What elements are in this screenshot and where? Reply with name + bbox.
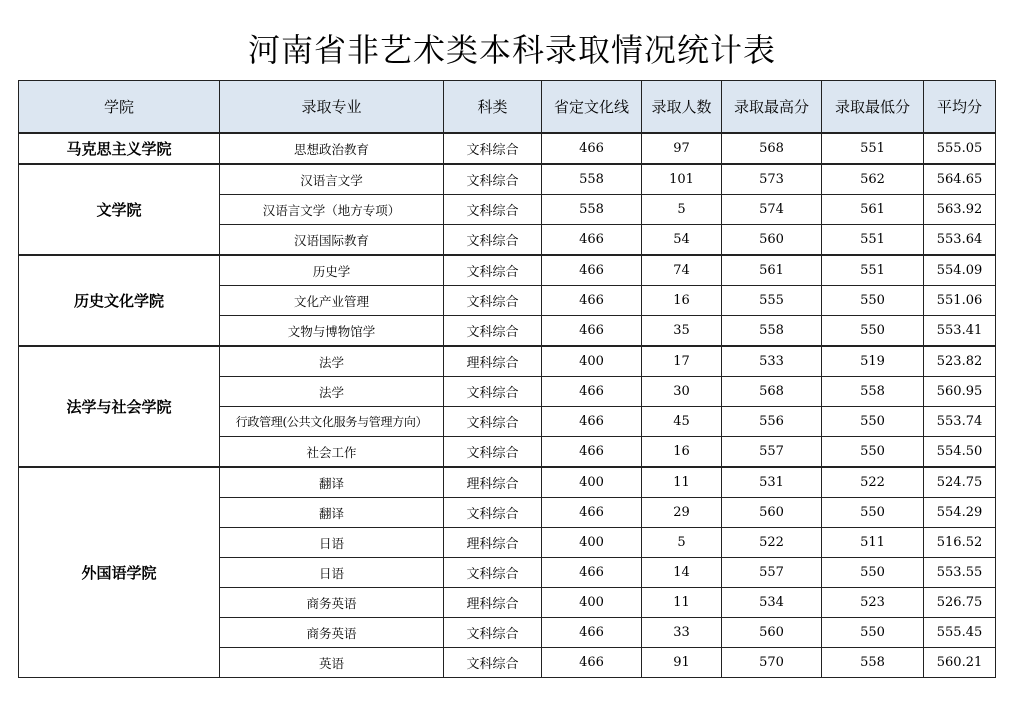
category-cell: 文科综合 — [444, 558, 542, 588]
major-cell: 英语 — [220, 648, 444, 678]
major-cell: 日语 — [220, 558, 444, 588]
header-provincial-line: 省定文化线 — [542, 81, 642, 134]
average-score-cell: 553.64 — [924, 225, 996, 256]
max-score-cell: 533 — [722, 346, 822, 377]
average-score-cell: 560.21 — [924, 648, 996, 678]
admitted-count-cell: 74 — [642, 255, 722, 286]
average-score-cell: 553.55 — [924, 558, 996, 588]
admitted-count-cell: 11 — [642, 588, 722, 618]
max-score-cell: 534 — [722, 588, 822, 618]
admitted-count-cell: 16 — [642, 286, 722, 316]
major-cell: 文物与博物馆学 — [220, 316, 444, 347]
max-score-cell: 558 — [722, 316, 822, 347]
admitted-count-cell: 54 — [642, 225, 722, 256]
average-score-cell: 554.09 — [924, 255, 996, 286]
min-score-cell: 550 — [822, 286, 924, 316]
college-cell: 马克思主义学院 — [19, 133, 220, 164]
category-cell: 文科综合 — [444, 195, 542, 225]
category-cell: 理科综合 — [444, 588, 542, 618]
table-row — [19, 255, 996, 286]
admitted-count-cell: 11 — [642, 467, 722, 498]
header-max-score: 录取最高分 — [722, 81, 822, 134]
category-cell: 理科综合 — [444, 346, 542, 377]
max-score-cell: 560 — [722, 498, 822, 528]
header-min-score: 录取最低分 — [822, 81, 924, 134]
average-score-cell: 523.82 — [924, 346, 996, 377]
category-cell: 文科综合 — [444, 407, 542, 437]
table-row — [19, 467, 996, 498]
college-cell: 外国语学院 — [19, 467, 220, 678]
header-major: 录取专业 — [220, 81, 444, 134]
min-score-cell: 550 — [822, 316, 924, 347]
min-score-cell: 562 — [822, 164, 924, 195]
admitted-count-cell: 17 — [642, 346, 722, 377]
max-score-cell: 557 — [722, 437, 822, 468]
category-cell: 文科综合 — [444, 316, 542, 347]
average-score-cell: 553.74 — [924, 407, 996, 437]
min-score-cell: 550 — [822, 437, 924, 468]
min-score-cell: 558 — [822, 648, 924, 678]
admitted-count-cell: 101 — [642, 164, 722, 195]
category-cell: 理科综合 — [444, 528, 542, 558]
provincial-line-cell: 466 — [542, 558, 642, 588]
category-cell: 理科综合 — [444, 467, 542, 498]
max-score-cell: 531 — [722, 467, 822, 498]
max-score-cell: 522 — [722, 528, 822, 558]
min-score-cell: 550 — [822, 558, 924, 588]
admitted-count-cell: 30 — [642, 377, 722, 407]
max-score-cell: 560 — [722, 618, 822, 648]
table-row — [19, 133, 996, 164]
min-score-cell: 519 — [822, 346, 924, 377]
provincial-line-cell: 466 — [542, 133, 642, 164]
provincial-line-cell: 466 — [542, 316, 642, 347]
max-score-cell: 557 — [722, 558, 822, 588]
admitted-count-cell: 45 — [642, 407, 722, 437]
major-cell: 思想政治教育 — [220, 133, 444, 164]
max-score-cell: 560 — [722, 225, 822, 256]
provincial-line-cell: 466 — [542, 498, 642, 528]
header-average-score: 平均分 — [924, 81, 996, 134]
category-cell: 文科综合 — [444, 377, 542, 407]
provincial-line-cell: 466 — [542, 255, 642, 286]
category-cell: 文科综合 — [444, 255, 542, 286]
average-score-cell: 560.95 — [924, 377, 996, 407]
average-score-cell: 563.92 — [924, 195, 996, 225]
admitted-count-cell: 14 — [642, 558, 722, 588]
major-cell: 文化产业管理 — [220, 286, 444, 316]
college-cell: 法学与社会学院 — [19, 346, 220, 467]
header-college: 学院 — [19, 81, 220, 134]
category-cell: 文科综合 — [444, 164, 542, 195]
provincial-line-cell: 466 — [542, 377, 642, 407]
category-cell: 文科综合 — [444, 133, 542, 164]
header-admitted-count: 录取人数 — [642, 81, 722, 134]
major-cell: 法学 — [220, 377, 444, 407]
table-row — [19, 164, 996, 195]
min-score-cell: 550 — [822, 618, 924, 648]
major-cell: 日语 — [220, 528, 444, 558]
page-title: 河南省非艺术类本科录取情况统计表 — [247, 31, 776, 69]
max-score-cell: 556 — [722, 407, 822, 437]
major-cell: 翻译 — [220, 467, 444, 498]
college-cell: 历史文化学院 — [19, 255, 220, 346]
major-cell: 翻译 — [220, 498, 444, 528]
average-score-cell: 554.29 — [924, 498, 996, 528]
college-cell: 文学院 — [19, 164, 220, 255]
min-score-cell: 551 — [822, 225, 924, 256]
average-score-cell: 564.65 — [924, 164, 996, 195]
major-cell: 历史学 — [220, 255, 444, 286]
min-score-cell: 551 — [822, 255, 924, 286]
min-score-cell: 558 — [822, 377, 924, 407]
min-score-cell: 551 — [822, 133, 924, 164]
major-cell: 法学 — [220, 346, 444, 377]
average-score-cell: 554.50 — [924, 437, 996, 468]
average-score-cell: 526.75 — [924, 588, 996, 618]
min-score-cell: 523 — [822, 588, 924, 618]
admitted-count-cell: 97 — [642, 133, 722, 164]
max-score-cell: 568 — [722, 133, 822, 164]
major-cell: 社会工作 — [220, 437, 444, 468]
major-cell: 汉语国际教育 — [220, 225, 444, 256]
admission-table — [18, 80, 996, 678]
min-score-cell: 522 — [822, 467, 924, 498]
min-score-cell: 550 — [822, 407, 924, 437]
max-score-cell: 570 — [722, 648, 822, 678]
provincial-line-cell: 466 — [542, 407, 642, 437]
provincial-line-cell: 466 — [542, 648, 642, 678]
admitted-count-cell: 33 — [642, 618, 722, 648]
provincial-line-cell: 466 — [542, 225, 642, 256]
provincial-line-cell: 400 — [542, 346, 642, 377]
average-score-cell: 551.06 — [924, 286, 996, 316]
category-cell: 文科综合 — [444, 225, 542, 256]
table-body — [19, 133, 996, 678]
admitted-count-cell: 16 — [642, 437, 722, 468]
category-cell: 文科综合 — [444, 286, 542, 316]
category-cell: 文科综合 — [444, 498, 542, 528]
max-score-cell: 568 — [722, 377, 822, 407]
table-header-row — [19, 81, 996, 134]
max-score-cell: 555 — [722, 286, 822, 316]
major-cell: 行政管理(公共文化服务与管理方向） — [220, 407, 444, 437]
average-score-cell: 555.45 — [924, 618, 996, 648]
average-score-cell: 555.05 — [924, 133, 996, 164]
admitted-count-cell: 5 — [642, 195, 722, 225]
header-category: 科类 — [444, 81, 542, 134]
provincial-line-cell: 400 — [542, 467, 642, 498]
provincial-line-cell: 466 — [542, 618, 642, 648]
provincial-line-cell: 558 — [542, 195, 642, 225]
min-score-cell: 550 — [822, 498, 924, 528]
min-score-cell: 511 — [822, 528, 924, 558]
provincial-line-cell: 558 — [542, 164, 642, 195]
provincial-line-cell: 466 — [542, 286, 642, 316]
major-cell: 商务英语 — [220, 618, 444, 648]
admitted-count-cell: 29 — [642, 498, 722, 528]
max-score-cell: 561 — [722, 255, 822, 286]
admitted-count-cell: 5 — [642, 528, 722, 558]
min-score-cell: 561 — [822, 195, 924, 225]
provincial-line-cell: 400 — [542, 588, 642, 618]
table-row — [19, 346, 996, 377]
average-score-cell: 553.41 — [924, 316, 996, 347]
max-score-cell: 573 — [722, 164, 822, 195]
major-cell: 商务英语 — [220, 588, 444, 618]
average-score-cell: 516.52 — [924, 528, 996, 558]
provincial-line-cell: 466 — [542, 437, 642, 468]
category-cell: 文科综合 — [444, 648, 542, 678]
admitted-count-cell: 91 — [642, 648, 722, 678]
provincial-line-cell: 400 — [542, 528, 642, 558]
max-score-cell: 574 — [722, 195, 822, 225]
average-score-cell: 524.75 — [924, 467, 996, 498]
major-cell: 汉语言文学 — [220, 164, 444, 195]
category-cell: 文科综合 — [444, 618, 542, 648]
major-cell: 汉语言文学（地方专项） — [220, 195, 444, 225]
category-cell: 文科综合 — [444, 437, 542, 468]
admitted-count-cell: 35 — [642, 316, 722, 347]
